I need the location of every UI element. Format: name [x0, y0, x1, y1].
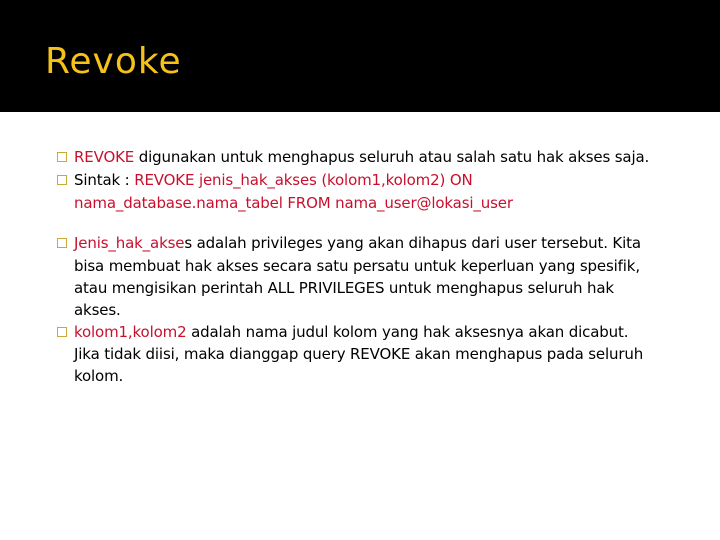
bullet-line: [74, 322, 628, 342]
syntax-code: REVOKE jenis_hak_akses (kolom1,kolom2) ON: [134, 171, 473, 189]
syntax-code: nama_database.nama_tabel FROM nama_user@lokasi_user: [74, 194, 513, 212]
bullet-line: [74, 233, 641, 253]
bullet-text: kolom.: [74, 367, 124, 385]
slide-title: Revoke: [45, 41, 182, 82]
bullet-line: [74, 366, 123, 386]
bullet-text: s adalah privileges yang akan dihapus dari user tersebut. Kita: [184, 234, 641, 252]
square-bullet-icon: [57, 327, 67, 337]
square-bullet-icon: [57, 152, 67, 162]
syntax-label: Sintak :: [74, 171, 135, 189]
square-bullet-icon: [57, 175, 67, 185]
keyword-kolom: kolom1,kolom2: [74, 323, 187, 341]
bullet-line: [74, 170, 473, 190]
bullet-text: Jika tidak diisi, maka dianggap query REVOKE akan menghapus pada seluruh: [74, 345, 644, 363]
keyword-jenis-hak-akses: Jenis_hak_akse: [74, 234, 185, 252]
bullet-text: digunakan untuk menghapus seluruh atau salah satu hak akses saja.: [134, 148, 650, 166]
square-bullet-icon: [57, 238, 67, 248]
bullet-line: [74, 300, 121, 320]
keyword-revoke: REVOKE: [74, 148, 135, 166]
bullet-line: [74, 256, 640, 276]
bullet-text: adalah nama judul kolom yang hak aksesnya akan dicabut.: [186, 323, 629, 341]
bullet-line: [74, 193, 513, 213]
title-bar: [0, 0, 720, 112]
bullet-line: [74, 278, 614, 298]
bullet-line: [74, 147, 649, 167]
bullet-text: atau mengisikan perintah ALL PRIVILEGES untuk menghapus seluruh hak: [74, 279, 614, 297]
bullet-text: akses.: [74, 301, 121, 319]
bullet-text: bisa membuat hak akses secara satu persatu untuk keperluan yang spesifik,: [74, 257, 640, 275]
bullet-line: [74, 344, 643, 364]
